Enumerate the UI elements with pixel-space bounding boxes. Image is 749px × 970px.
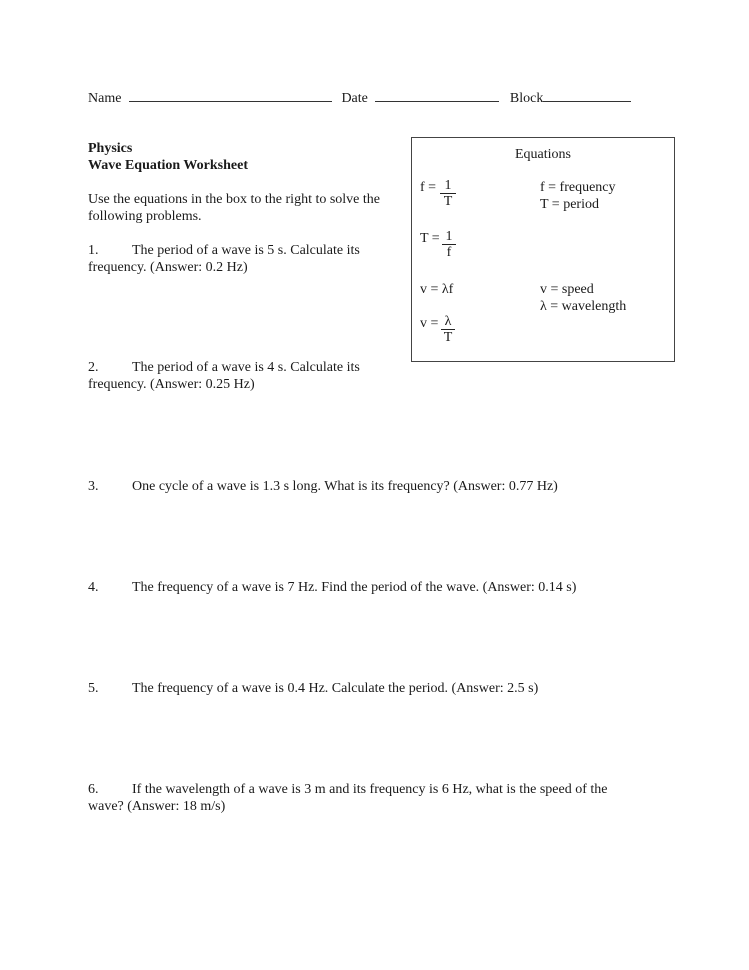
fraction: $\frac{1}{T}$: [440, 178, 456, 210]
date-label: Date: [341, 91, 368, 106]
legend-frequency: f = frequency: [540, 180, 616, 195]
problem-text: The period of a wave is 4 s. Calculate its: [132, 360, 360, 375]
student-info-header: [88, 89, 648, 107]
legend-period: T = period: [540, 197, 599, 212]
equations-heading: Equations: [515, 147, 571, 162]
equations-box: Equations f = $\frac{1}{T}$ T = $\frac{1}{f}$ v = λf v = $\frac{\lambda}{T}$ f = frequency T = period v = speed λ = wavelength: [411, 137, 675, 362]
problem-text: One cycle of a wave is 1.3 s long. What is its frequency? (Answer: 0.77 Hz): [132, 479, 558, 494]
problem-text: The period of a wave is 5 s. Calculate its: [132, 243, 360, 258]
problem-text: The frequency of a wave is 0.4 Hz. Calculate the period. (Answer: 2.5 s): [132, 681, 539, 696]
equation-speed: v = λf: [420, 282, 454, 297]
problem-text: If the wavelength of a wave is 3 m and its frequency is 6 Hz, what is the speed of the: [132, 782, 608, 797]
problem-6-continued: wave? (Answer: 18 m/s): [88, 799, 226, 814]
problem-2-continued: frequency. (Answer: 0.25 Hz): [88, 377, 255, 392]
worksheet-title: Wave Equation Worksheet: [88, 158, 248, 173]
legend-wavelength: λ = wavelength: [540, 299, 627, 314]
problem-number: 6.: [88, 782, 99, 797]
problem-5: [88, 680, 538, 697]
instructions-line-2: following problems.: [88, 209, 202, 224]
block-field[interactable]: [543, 89, 631, 102]
subject-title: Physics: [88, 141, 133, 156]
instructions-line-1: Use the equations in the box to the right to solve the: [88, 192, 381, 207]
problem-3: [88, 478, 558, 495]
problem-6: [88, 781, 607, 798]
fraction: $\frac{\lambda}{T}$: [441, 314, 455, 346]
problem-4: [88, 579, 576, 596]
problem-number: 5.: [88, 681, 99, 696]
problem-number: 1.: [88, 243, 99, 258]
block-label: Block: [509, 91, 544, 106]
name-field[interactable]: [129, 89, 332, 102]
problem-number: 3.: [88, 479, 99, 494]
problem-number: 4.: [88, 580, 99, 595]
name-label: Name: [88, 91, 122, 106]
problem-1: [88, 242, 360, 259]
problem-number: 2.: [88, 360, 99, 375]
date-field[interactable]: [375, 89, 499, 102]
problem-text: The frequency of a wave is 7 Hz. Find the period of the wave. (Answer: 0.14 s): [132, 580, 577, 595]
fraction: $\frac{1}{f}$: [442, 229, 456, 261]
legend-speed: v = speed: [540, 282, 594, 297]
problem-1-continued: frequency. (Answer: 0.2 Hz): [88, 260, 248, 275]
problem-2: [88, 359, 360, 376]
